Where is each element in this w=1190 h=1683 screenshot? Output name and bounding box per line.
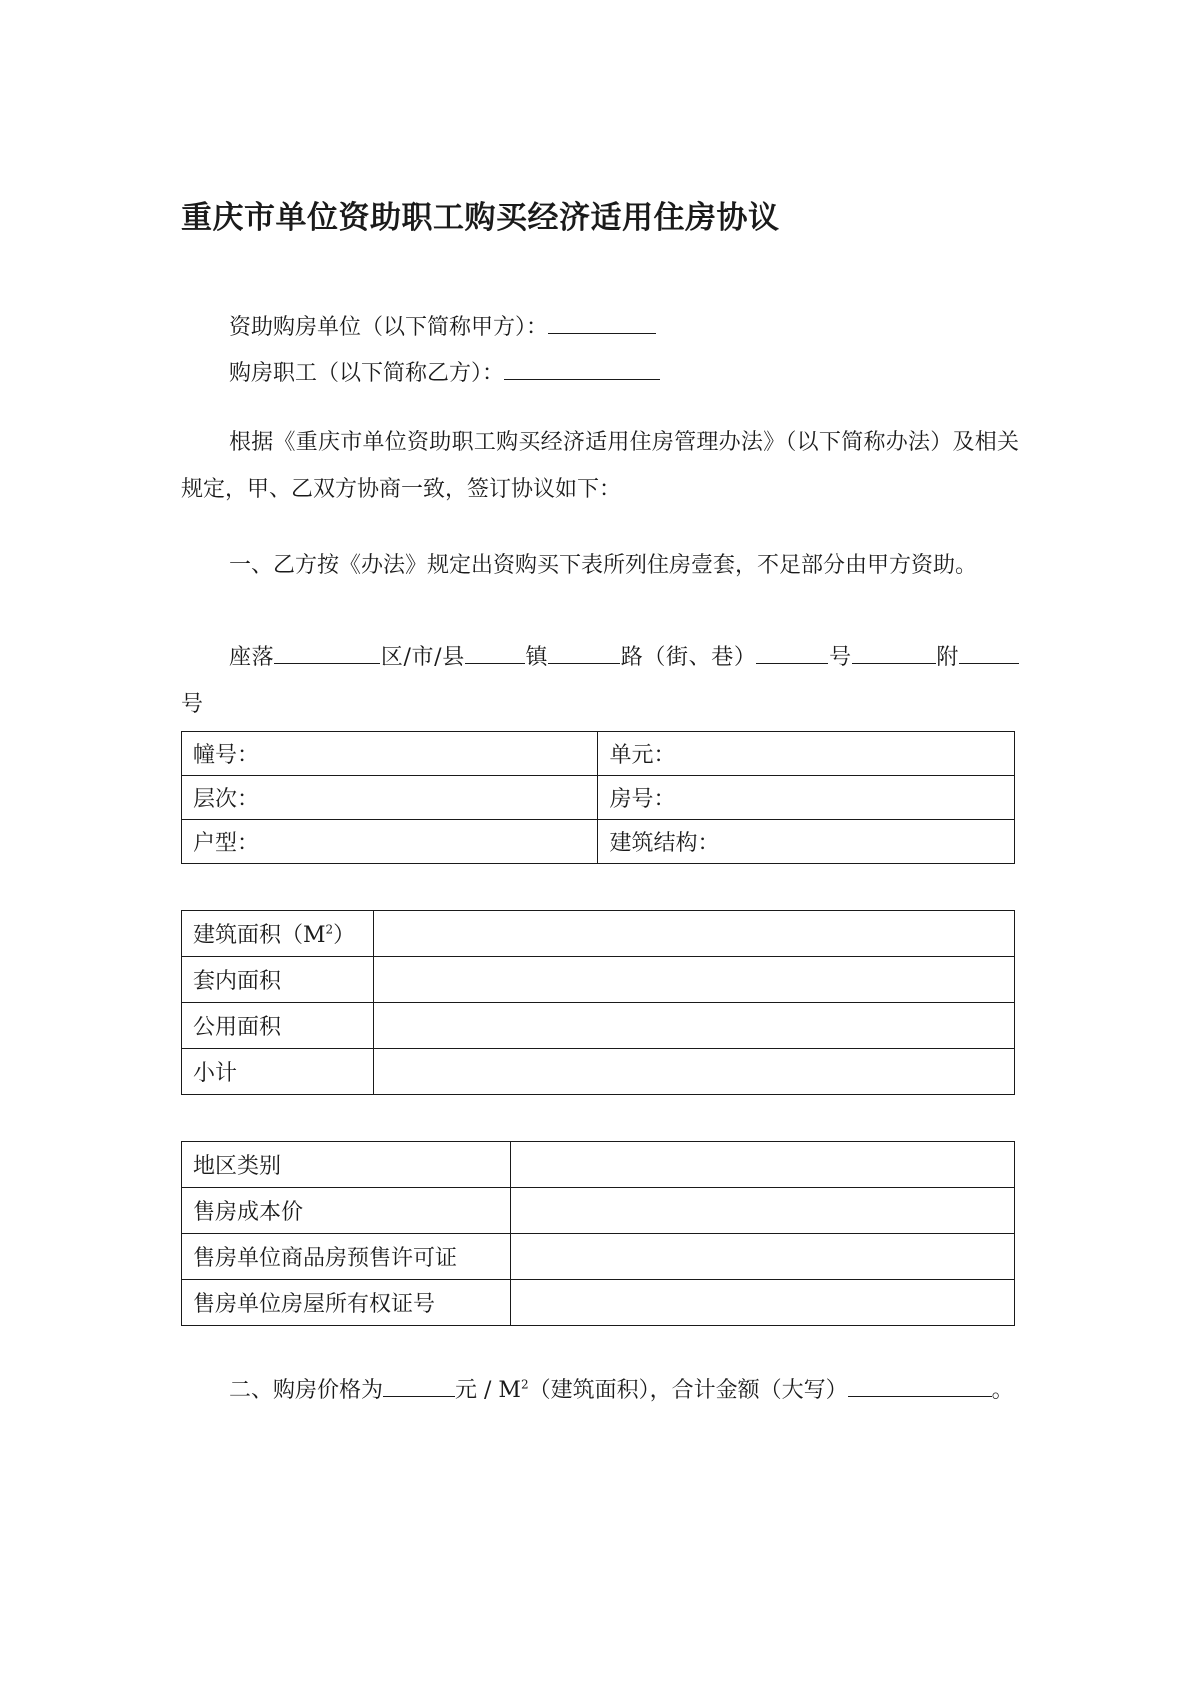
annex-label: 附 [935,645,959,670]
party-b-line [229,357,660,389]
ownership-certificate-value[interactable] [510,1280,1014,1326]
annex-number-label: 号 [181,692,204,717]
cost-price-value[interactable] [510,1188,1014,1234]
party-a-blank[interactable] [548,311,656,334]
layout-cell[interactable]: 户型： [182,820,598,864]
total-amount-blank[interactable] [848,1374,956,1397]
table-row [182,1234,1015,1280]
shared-area-value[interactable] [373,1003,1014,1049]
table-row [182,820,1015,864]
table-row [182,1142,1015,1188]
annex-blank[interactable] [852,641,936,664]
shared-area-label: 公用面积 [182,1003,374,1049]
unit-cell[interactable]: 单元： [598,732,1015,776]
number-blank[interactable] [756,641,828,664]
annex-number-blank[interactable] [959,641,1019,664]
region-category-value[interactable] [510,1142,1014,1188]
cost-price-label: 售房成本价 [182,1188,511,1234]
building-area-value[interactable] [373,911,1014,957]
clause-2-prefix: 二、购房价格为 [229,1378,384,1403]
clause-2-end: 。 [991,1378,1014,1403]
party-a-label: 资助购房单位（以下简称甲方）： [229,315,549,340]
road-label: 路（街、巷） [620,645,757,670]
document-title: 重庆市单位资助职工购买经济适用住房协议 [181,200,780,236]
price-unit: 元 / M [455,1378,521,1403]
location-line [181,634,1019,728]
district-blank[interactable] [274,641,380,664]
area-table [181,910,1015,1095]
table-row [182,776,1015,820]
table-row [182,732,1015,776]
subtotal-label: 小计 [182,1049,374,1095]
area-note: （建筑面积），合计金额（大写） [528,1378,848,1403]
table-row [182,1003,1015,1049]
region-category-label: 地区类别 [182,1142,511,1188]
table-row [182,1280,1015,1326]
table-row [182,911,1015,957]
ownership-certificate-label: 售房单位房屋所有权证号 [182,1280,511,1326]
presale-permit-label: 售房单位商品房预售许可证 [182,1234,511,1280]
table-row [182,957,1015,1003]
total-amount-blank-cont[interactable] [956,1374,992,1397]
room-number-cell[interactable]: 房号： [598,776,1015,820]
table-row [182,1049,1015,1095]
town-blank[interactable] [465,641,525,664]
presale-permit-value[interactable] [510,1234,1014,1280]
location-prefix: 座落 [229,645,275,670]
inner-area-label: 套内面积 [182,957,374,1003]
building-area-label: 建筑面积$(M^2)$ [182,911,374,957]
structure-cell[interactable]: 建筑结构： [598,820,1015,864]
house-info-table [181,731,1015,864]
building-number-cell[interactable]: 幢号： [182,732,598,776]
table-row [182,1188,1015,1234]
floor-cell[interactable]: 层次： [182,776,598,820]
party-b-blank[interactable] [504,357,660,380]
party-b-label: 购房职工（以下简称乙方）： [229,361,505,386]
number-label: 号 [828,645,852,670]
district-label: 区/市/县 [380,645,465,670]
party-a-line [229,311,656,343]
price-blank[interactable] [383,1374,455,1397]
town-label: 镇 [524,645,549,670]
subtotal-value[interactable] [373,1049,1014,1095]
cost-table [181,1141,1015,1326]
clause-1-text: 一、乙方按《办法》规定出资购买下表所列住房壹套，不足部分由甲方资助。 [229,553,978,578]
inner-area-value[interactable] [373,957,1014,1003]
road-blank[interactable] [548,641,620,664]
intro-paragraph: 根据《重庆市单位资助职工购买经济适用住房管理办法》（以下简称办法）及相关规定，甲、乙双方协商一致，签订协议如下： [181,430,1019,502]
clause-2-text [181,1367,1019,1414]
price-unit-sup: 2 [520,1377,529,1392]
